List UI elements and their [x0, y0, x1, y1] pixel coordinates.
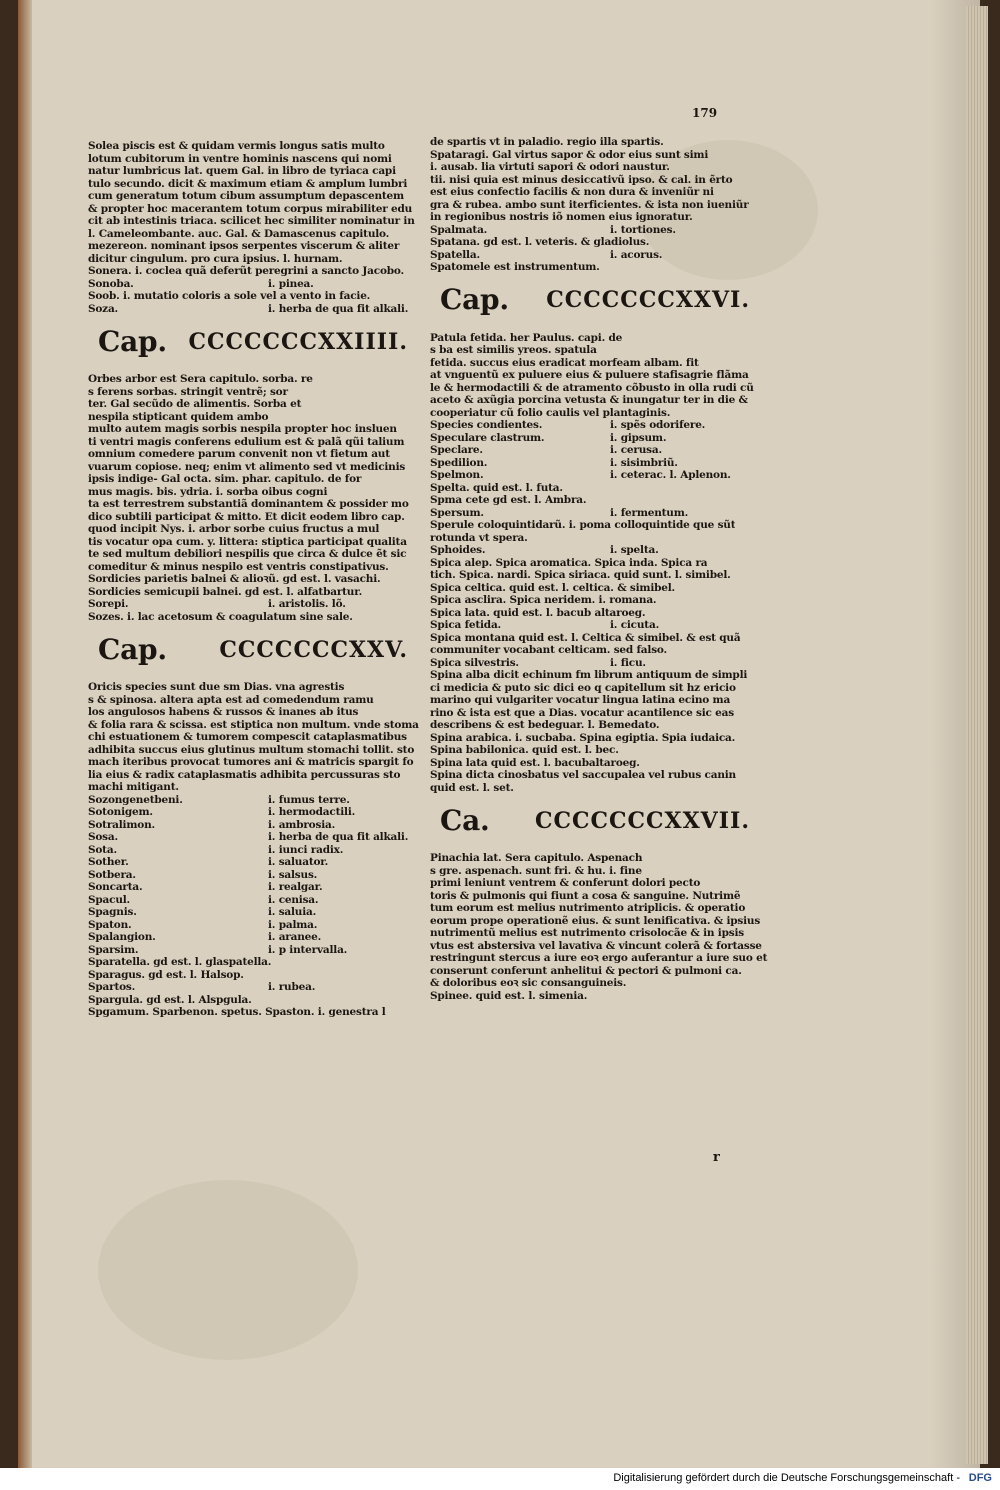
text-line: le & hermodactili & de atramento cõbusto in olla rudi cũ	[430, 381, 754, 394]
entry-gloss: i. spẽs odorifere.	[610, 419, 706, 431]
text-line: fetida. succus eius eradicat morfeam albam. fit	[430, 356, 699, 369]
entry-term: Spaton.	[88, 918, 132, 931]
glossary-entry	[430, 607, 770, 620]
text-block	[88, 140, 428, 265]
entry-term: Spica montana quid est. l. Celtica & simibel. & est quã	[430, 631, 741, 644]
entry-gloss: i. ambrosia.	[268, 818, 336, 831]
entry-list	[88, 265, 428, 315]
glossary-entry	[88, 303, 428, 316]
text-line: dico subtili participat & mitto. Et dicit eodem libro cap.	[88, 510, 405, 523]
glossary-entry	[430, 457, 770, 470]
entry-gloss: i. herba de qua fit alkali.	[268, 302, 409, 315]
text-line: cit ab intestinis triaca. scilicet hec similiter nominatur in	[88, 215, 415, 227]
entry-term: Spgamum. Sparbenon. spetus. Spaston. i. genestra l	[88, 1006, 386, 1018]
chapter-label: Ca.	[440, 803, 490, 837]
text-line: Spina arabica. i. sucbaba. Spina egiptia. Spia iudaica.	[430, 731, 736, 744]
glossary-entry	[88, 598, 428, 611]
entry-term: Spma cete gd est. l. Ambra.	[430, 494, 587, 506]
glossary-entry	[430, 594, 770, 607]
glossary-entry	[430, 632, 770, 645]
text-line: adhibita succus eius glutinus multum stomachi tollit. sto	[88, 743, 415, 756]
text-line: & propter hoc macerantem totum corpus mirabiliter edu	[88, 202, 413, 215]
entry-term: rotunda vt spera.	[430, 531, 528, 544]
text-line: nespila stipticant quidem ambo	[88, 410, 269, 423]
glossary-entry	[430, 619, 770, 632]
entry-term: Sorepi.	[88, 598, 129, 610]
chapter-number: CCCCCCCXXV.	[219, 636, 408, 663]
glossary-entry	[88, 981, 428, 994]
glossary-entry	[430, 507, 770, 520]
text-line: mach iteribus provocat tumores ani & matricis spargit fo	[88, 756, 414, 768]
entry-gloss: i. aranee.	[268, 931, 322, 943]
text-line: dicitur cingulum. pro cura ipsius. l. hurnam.	[88, 252, 343, 265]
glossary-entry	[88, 919, 428, 932]
entry-gloss: i. spelta.	[610, 544, 659, 556]
glossary-entry	[88, 573, 428, 586]
text-line: te sed multum debiliori nespilis que circa & dulce ẽt sic	[88, 548, 407, 560]
entry-gloss: i. salsus.	[268, 868, 318, 881]
text-line: & folia rara & scissa. est stiptica non multum. vnde stoma	[88, 718, 419, 731]
text-line: machi mitigant.	[88, 781, 179, 793]
text-line: tii. nisi quia est minus desiccativũ ipso. & cal. in ẽrto	[430, 173, 733, 186]
entry-term: Spedilion.	[430, 456, 488, 469]
glossary-entry	[88, 956, 428, 969]
entry-gloss: i. aristolis. lõ.	[268, 598, 346, 610]
entry-term: Spelta. quid est. l. futa.	[430, 481, 563, 494]
entry-term: Sotralimon.	[88, 818, 155, 831]
glossary-entry	[88, 1006, 428, 1019]
text-line: Spataragi. Gal virtus sapor & odor eius sunt simi	[430, 148, 709, 161]
text-line: l. Cameleombante. auc. Gal. & Damascenus capitulo.	[88, 227, 390, 240]
entry-term: Sosa.	[88, 831, 118, 843]
entry-term: Spica celtica. quid est. l. celtica. & simibel.	[430, 581, 675, 594]
text-line: omnium comedere parum convenit non vt fietum aut	[88, 448, 390, 460]
entry-term: Sotonigem.	[88, 806, 153, 818]
text-line: Solea piscis est & quidam vermis longus satis multo	[88, 140, 385, 152]
glossary-entry	[430, 444, 770, 457]
text-line: vuarum copiose. neq; enim vt alimento sed vt medicinis	[88, 460, 406, 473]
entry-term: Spelmon.	[430, 469, 484, 481]
text-line: Spina babilonica. quid est. l. bec.	[430, 744, 619, 756]
entry-gloss: i. pinea.	[268, 277, 314, 290]
text-line: tum eorum est melius nutrimento atriplicis. & operatio	[430, 902, 746, 914]
paper-stain	[98, 1180, 358, 1360]
glossary-entry	[430, 990, 770, 1003]
text-line: s gre. aspenach. sunt fri. & hu. i. fine	[430, 864, 642, 877]
text-line: rino & ista est que a Dias. vocatur acantilence sic eas	[430, 706, 734, 719]
entry-term: Species condientes.	[430, 419, 543, 431]
entry-gloss: i. iunci radix.	[268, 843, 344, 856]
entry-term: Sotbera.	[88, 868, 136, 881]
entry-gloss: i. rubea.	[268, 981, 316, 993]
text-line: est eius confectio facilis & non dura & inveniũr ni	[430, 186, 714, 198]
text-block	[430, 136, 770, 224]
text-line: tis vocatur opa cum. y. littera: stiptica participat qualita	[88, 535, 407, 548]
glossary-entry	[430, 432, 770, 445]
text-line: s ferens sorbas. stringit ventrẽ; sor	[88, 385, 288, 398]
entry-term: Sota.	[88, 843, 117, 856]
entry-gloss: i. ceterac. l. Aplenon.	[610, 469, 731, 481]
text-line: toris & pulmonis qui fiunt a cosa & sanguine. Nutrimẽ	[430, 889, 741, 902]
text-line: describens & est bedeguar. l. Bemedato.	[430, 719, 660, 731]
text-line: mus magis. bis. ydria. i. sorba oibus cogni	[88, 485, 328, 498]
glossary-entry	[430, 569, 770, 582]
entry-term: Sonoba.	[88, 277, 134, 290]
entry-term: Sozongenetbeni.	[88, 793, 183, 806]
glossary-entry	[88, 819, 428, 832]
entry-term: Spalmata.	[430, 223, 488, 236]
entry-term: Sparagus. gd est. l. Halsop.	[88, 968, 244, 981]
chapter-heading	[440, 282, 750, 320]
entry-term: Spatella.	[430, 248, 480, 261]
entry-list	[430, 224, 770, 274]
glossary-entry	[430, 494, 770, 507]
entry-gloss: i. cenisa.	[268, 893, 319, 906]
text-block	[88, 373, 428, 573]
glossary-entry	[88, 894, 428, 907]
entry-gloss: i. p intervalla.	[268, 943, 348, 956]
text-line: de spartis vt in paladio. regio illa spartis.	[430, 136, 664, 148]
entry-gloss: i. cerusa.	[610, 444, 662, 456]
entry-gloss: i. tortiones.	[610, 223, 676, 236]
text-line: comeditur & minus nespilo est ventris constipativus.	[88, 560, 389, 573]
glossary-entry	[88, 831, 428, 844]
entry-list	[88, 794, 428, 1019]
text-line: ci medicia & puto sic dici eo q capitellum sit hz ericio	[430, 681, 736, 694]
entry-term: Spartos.	[88, 981, 136, 993]
text-line: natur lumbricus lat. quem Gal. in libro de tyriaca capi	[88, 165, 396, 177]
text-line: mezereon. nominant ipsos serpentes viscerum & aliter	[88, 240, 400, 252]
entry-term: Sonera. i. coclea quã deferũt peregrini a sancto Jacobo.	[88, 265, 404, 277]
text-line: i. ausab. lia virtuti sapori & odori naustur.	[430, 161, 670, 173]
glossary-entry	[430, 644, 770, 657]
glossary-entry	[88, 586, 428, 599]
entry-gloss: i. gipsum.	[610, 431, 667, 444]
glossary-entry	[88, 806, 428, 819]
chapter-label: Cap.	[440, 283, 509, 317]
text-line: chi estuationem & tumorem compescit cataplasmatibus	[88, 731, 407, 743]
entry-list	[88, 573, 428, 623]
entry-gloss: i. fumus terre.	[268, 793, 350, 806]
entry-term: Spica alep. Spica aromatica. Spica inda. Spica ra	[430, 556, 708, 569]
text-line: restringunt stercus a iure eoꝛ ergo auferantur a iure suo et	[430, 952, 768, 964]
glossary-entry	[88, 856, 428, 869]
chapter-label: Cap.	[98, 324, 167, 358]
chapter-number: CCCCCCCXXIIII.	[188, 328, 408, 355]
text-line: primi leniunt ventrem & conferunt dolori pecto	[430, 877, 701, 889]
glossary-entry	[430, 419, 770, 432]
text-line: s ba est similis yreos. spatula	[430, 344, 597, 356]
glossary-entry	[430, 482, 770, 495]
text-line: aceto & axũgia porcina vetusta & inungatur ter in die &	[430, 394, 748, 406]
text-line: ti ventri magis conferens edulium est & palã qũi talium	[88, 435, 405, 448]
entry-term: Spatana. gd est. l. veteris. & gladiolus.	[430, 236, 650, 248]
chapter-number: CCCCCCCXXVII.	[534, 807, 750, 834]
chapter-number: CCCCCCCXXVI.	[546, 287, 750, 314]
glossary-entry	[88, 290, 428, 303]
text-block	[430, 332, 770, 420]
entry-term: Spacul.	[88, 893, 130, 906]
entry-term: Spinee. quid est. l. simenia.	[430, 989, 588, 1002]
text-block	[88, 681, 428, 794]
text-line: vtus est abstersiva vel lavativa & vincunt colerã & fortasse	[430, 939, 762, 952]
entry-gloss: i. realgar.	[268, 881, 323, 893]
entry-gloss: i. sisimbriũ.	[610, 456, 678, 469]
glossary-entry	[88, 906, 428, 919]
text-line: los angulosos habens & russos & inanes ab itus	[88, 706, 359, 718]
chapter-label: Cap.	[98, 632, 167, 666]
entry-term: communiter vocabant celticam. sed falso.	[430, 644, 667, 656]
text-block	[430, 669, 770, 794]
glossary-entry	[88, 931, 428, 944]
entry-term: Spatomele est instrumentum.	[430, 261, 600, 273]
glossary-entry	[430, 469, 770, 482]
entry-gloss: i. fermentum.	[610, 506, 689, 519]
entry-term: Spica silvestris.	[430, 656, 519, 669]
text-line: Spina dicta cinosbatus vel saccupalea vel rubus canin	[430, 769, 736, 781]
dfg-logo: DFG	[968, 1472, 992, 1484]
text-line: cooperiatur cũ folio caulis vel plantaginis.	[430, 406, 671, 419]
entry-term: Sphoides.	[430, 544, 486, 556]
entry-gloss: i. cicuta.	[610, 619, 660, 631]
entry-gloss: i. herba de qua fit alkali.	[268, 831, 409, 843]
text-line: Spina alba dicit echinum fm librum antiquum de simpli	[430, 669, 748, 681]
text-line: lotum cubitorum in ventre hominis nascens qui nomi	[88, 152, 392, 165]
entry-gloss: i. hermodactili.	[268, 806, 356, 818]
glossary-entry	[88, 794, 428, 807]
entry-term: Spargula. gd est. l. Alspgula.	[88, 993, 252, 1006]
glossary-entry	[88, 265, 428, 278]
glossary-entry	[430, 557, 770, 570]
glossary-entry	[88, 844, 428, 857]
glossary-entry	[88, 278, 428, 291]
entry-gloss: i. palma.	[268, 918, 318, 931]
entry-gloss: i. ficu.	[610, 656, 646, 669]
entry-term: tich. Spica. nardi. Spica siriaca. quid sunt. l. simibel.	[430, 569, 731, 581]
text-line: Pinachia lat. Sera capitulo. Aspenach	[430, 852, 643, 864]
text-line: multo autem magis sorbis nespila propter hoc insluen	[88, 423, 397, 435]
entry-term: Sperule coloquintidarũ. i. poma colloquintide que sũt	[430, 519, 736, 531]
chapter-heading	[98, 631, 408, 669]
glossary-entry	[88, 944, 428, 957]
text-line: Orbes arbor est Sera capitulo. sorba. re	[88, 373, 313, 385]
entry-term: Speclare.	[430, 444, 483, 456]
glossary-entry	[88, 869, 428, 882]
glossary-entry	[88, 969, 428, 982]
text-line: eorum prope operationẽ eius. & sunt lenificativa. & ipsius	[430, 914, 761, 927]
text-line: marino qui vulgariter vocatur lingua latina ecino ma	[430, 694, 731, 706]
glossary-entry	[430, 261, 770, 274]
glossary-entry	[88, 611, 428, 624]
text-line: ta est terrestrem substantiã dominantem & possider mo	[88, 498, 409, 510]
entry-list	[430, 990, 770, 1003]
glossary-entry	[88, 881, 428, 894]
text-line: & doloribus eoꝛ sic consanguineis.	[430, 977, 627, 989]
text-line: ipsis indige- Gal octa. sim. phar. capitulo. de for	[88, 473, 362, 485]
glossary-entry	[430, 519, 770, 532]
glossary-entry	[88, 994, 428, 1007]
entry-term: Sparsim.	[88, 943, 139, 956]
page-binding-edge	[18, 0, 32, 1468]
entry-term: Soob. i. mutatio coloris a sole vel a vento in facie.	[88, 290, 371, 302]
glossary-entry	[430, 532, 770, 545]
left-column	[88, 140, 428, 1019]
footer-bar	[0, 1468, 1000, 1490]
text-line: cum generatum totum cibum assumptum depascentem	[88, 190, 404, 202]
text-line: Spina lata quid est. l. bacubaltaroeg.	[430, 756, 640, 769]
entry-list	[430, 419, 770, 669]
catchword: r	[713, 1150, 720, 1165]
footer-credit: Digitalisierung gefördert durch die Deutsche Forschungsgemeinschaft -	[613, 1472, 960, 1484]
entry-term: Sozes. i. lac acetosum & coagulatum sine sale.	[88, 610, 353, 623]
text-line: conserunt conferunt anhelitui & pectori & pulmoni ca.	[430, 964, 742, 977]
entry-term: Spica lata. quid est. l. bacub altaroeg.	[430, 606, 646, 619]
text-line: quid est. l. set.	[430, 781, 514, 794]
text-line: gra & rubea. ambo sunt iterficientes. & ista non iueniũr	[430, 198, 749, 211]
entry-gloss: i. acorus.	[610, 248, 663, 261]
chapter-heading	[98, 323, 408, 361]
entry-term: Sordicies parietis balnei & alioꝛũ. gd est. l. vasachi.	[88, 573, 381, 585]
text-line: tulo secundo. dicit & maximum etiam & amplum lumbri	[88, 177, 408, 190]
text-line: s & spinosa. altera apta est ad comedendum ramu	[88, 693, 374, 706]
entry-term: Spica fetida.	[430, 619, 502, 631]
entry-term: Sordicies semicupii balnei. gd est. l. alfatbartur.	[88, 585, 363, 598]
entry-term: Spagnis.	[88, 906, 137, 918]
text-line: lia eius & radix cataplasmatis adhibita percussuras sto	[88, 768, 401, 781]
entry-term: Speculare clastrum.	[430, 431, 545, 444]
text-line: nutrimentũ melius est nutrimento crisolocãe & in ipsis	[430, 927, 744, 939]
entry-term: Soncarta.	[88, 881, 143, 893]
folio-number: 179	[692, 106, 718, 120]
entry-gloss: i. saluator.	[268, 856, 329, 868]
text-line: quod incipit Nys. i. arbor sorbe cuius fructus a mul	[88, 523, 380, 535]
glossary-entry	[430, 236, 770, 249]
entry-gloss: i. saluia.	[268, 906, 317, 918]
entry-term: Spalangion.	[88, 931, 156, 943]
text-line: at vnguentũ ex puluere eius & puluere stafisagrie flãma	[430, 369, 749, 381]
text-line: in regionibus nostris iõ nomen eius ignoratur.	[430, 211, 693, 223]
glossary-entry	[430, 224, 770, 237]
text-line: Oricis species sunt due sm Dias. vna agrestis	[88, 681, 345, 693]
glossary-entry	[430, 582, 770, 595]
glossary-entry	[430, 657, 770, 670]
entry-term: Spersum.	[430, 506, 484, 519]
page-stack-edge	[966, 6, 988, 1464]
entry-term: Sparatella. gd est. l. glaspatella.	[88, 956, 272, 968]
entry-term: Spica asclira. Spica neridem. i. romana.	[430, 594, 657, 606]
right-column	[430, 136, 770, 1002]
entry-term: Soza.	[88, 302, 119, 315]
glossary-entry	[430, 544, 770, 557]
entry-term: Sother.	[88, 856, 129, 868]
text-line: Patula fetida. her Paulus. capi. de	[430, 331, 623, 344]
glossary-entry	[430, 249, 770, 262]
text-block	[430, 852, 770, 990]
text-line: ter. Gal secũdo de alimentis. Sorba et	[88, 398, 302, 410]
chapter-heading	[440, 802, 750, 840]
